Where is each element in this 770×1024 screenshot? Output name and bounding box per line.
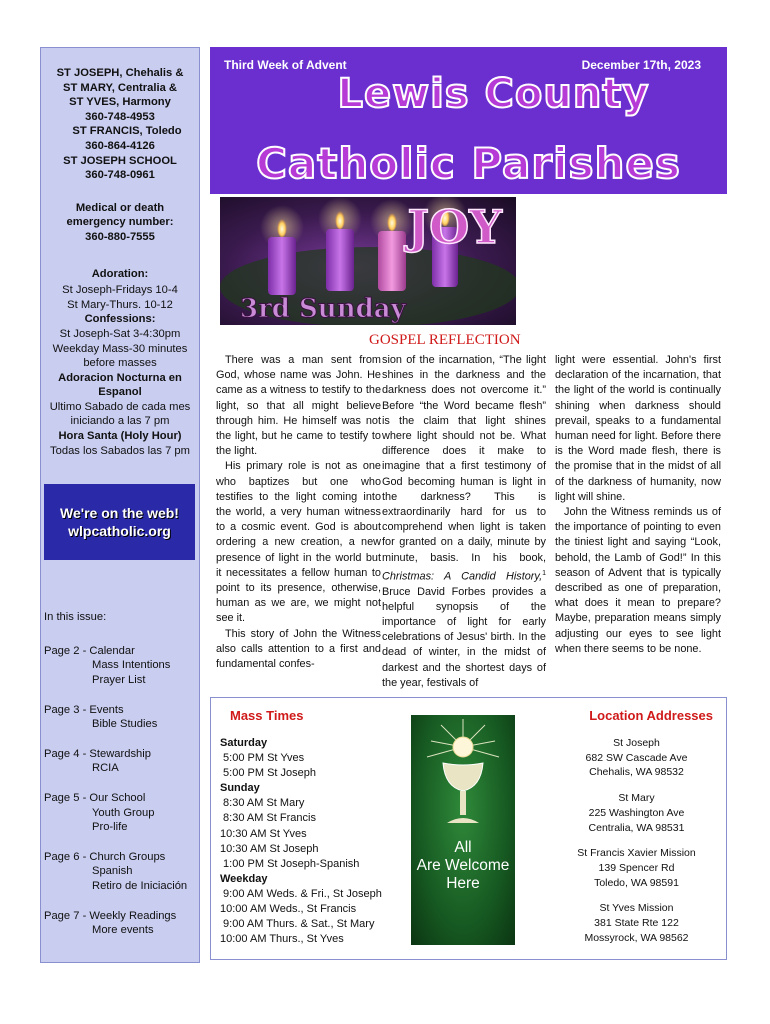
adoration-line: St Joseph-Sat 3-4:30pm xyxy=(59,327,181,340)
adoration-line: Weekday Mass-30 minutes xyxy=(52,342,188,355)
issue-heading: In this issue: xyxy=(44,611,107,624)
gospel-paragraph: His primary role is not as one who baptizes but one who testifies to the light coming into the world, a very human witness to a cosmic event. God is about ordering a new creation, a new presence of light in the world but it necessitates a fellow human to point to its presence, otherwise, human as we are, we might not see it. xyxy=(216,460,381,625)
mass-times-heading: Mass Times xyxy=(230,708,304,723)
location-entry xyxy=(559,736,714,780)
confessions-title: Confessions: xyxy=(84,313,156,326)
toc-page: Page 7 - Weekly Readings xyxy=(44,909,177,922)
gospel-paragraph: There was a man sent from God, whose name was John. He came as a witness to testify to the light, so that all might believe through him. He himself was not the light, but he came to testify to the light. xyxy=(216,354,381,458)
gospel-paragraph: light were essential. John's first declaration of the incarnation, that the light of the world is continually shining when darkness should prevail, speaks to a fundamental human need for light. Before there is the Word made flesh, there is the promise that in the midst of all of the darkness of humanity, now light will shine. xyxy=(555,354,721,503)
gospel-text: sion of the incarnation, “The light shines in the darkness and the darkness does not overcome it.” Before “the Word became flesh” is the claim that light shines where light should not be. What difference does it make to imagine that a first testimony of God becoming human is light in the darkness? This is extraordinarily hard for us to comprehend when light is taken for granted on a daily, minute by minute, basis. In his book, xyxy=(382,354,546,564)
emergency-phone: 360-880-7555 xyxy=(85,230,155,243)
advent-candles-image xyxy=(220,197,516,325)
toc-subitem: Youth Group xyxy=(92,806,155,819)
toc-page: Page 6 - Church Groups xyxy=(44,850,166,863)
book-title: Christmas: A Candid History, xyxy=(382,570,543,583)
welcome-text xyxy=(411,839,515,893)
location-name: St Joseph xyxy=(613,737,660,749)
welcome-line: All xyxy=(454,839,472,856)
nocturna-title: Adoracion Nocturna en xyxy=(58,371,182,384)
website-link[interactable]: wlpcatholic.org xyxy=(68,523,171,540)
toc-subitem: Bible Studies xyxy=(92,718,158,731)
location-city: Toledo, WA 98591 xyxy=(594,876,679,889)
adoration-line: St Joseph-Fridays 10-4 xyxy=(62,284,178,297)
mass-day-heading: Saturday xyxy=(220,737,268,749)
location-entry xyxy=(559,901,714,945)
mass-item: 1:00 PM St Joseph-Spanish xyxy=(220,857,360,870)
adoration-line: St Mary-Thurs. 10-12 xyxy=(67,298,173,311)
toc-subitem: Prayer List xyxy=(92,674,146,687)
parish-line: ST MARY, Centralia & xyxy=(63,81,177,94)
toc-subitem: Retiro de Iniciación xyxy=(92,879,188,892)
toc-entry xyxy=(44,909,199,938)
mass-item: 8:30 AM St Francis xyxy=(220,812,316,825)
parish-contacts xyxy=(41,48,199,183)
emergency-line: emergency number: xyxy=(66,216,174,229)
location-street: 381 State Rte 122 xyxy=(594,917,679,930)
location-street: 682 SW Cascade Ave xyxy=(585,751,688,764)
in-this-issue xyxy=(41,610,199,938)
location-entry xyxy=(559,791,714,835)
location-addresses-heading: Location Addresses xyxy=(589,708,713,723)
masthead-title-line1: Lewis County xyxy=(337,71,650,117)
toc-entry xyxy=(44,747,199,776)
location-name: St Yves Mission xyxy=(599,902,674,915)
third-sunday-caption: 3rd Sunday xyxy=(240,294,406,324)
toc-subitem: More events xyxy=(92,924,154,937)
website-banner[interactable] xyxy=(44,484,195,560)
mass-and-locations-box xyxy=(210,697,727,960)
adoration-line: Todas los Sabados las 7 pm xyxy=(50,444,190,457)
gospel-text: Bruce David Forbes provides a helpful synopsis of the importance of light for early celebrations of Jesus' birth. In the dead of winter, in the midst of darkest and the shortest days of the year, festivals of xyxy=(382,585,546,689)
location-entry xyxy=(559,846,714,890)
gospel-column-2 xyxy=(382,353,546,691)
nocturna-title: Espanol xyxy=(98,386,142,399)
gospel-paragraph: John the Witness reminds us of the importance of pointing to even the tiniest light and saying “Look, behold, the Lamb of God!” In this season of Advent that is typically described as one of preparation, what does it mean to prepare? Maybe, preparation means simply adjusting our eyes to see light when there seems to be none. xyxy=(555,506,721,655)
adoration-schedule xyxy=(41,267,199,459)
mass-times-list xyxy=(220,736,382,947)
gospel-column-1 xyxy=(216,353,381,672)
location-street: 225 Washington Ave xyxy=(588,806,685,819)
emergency-line: Medical or death xyxy=(75,201,165,214)
location-name: St Francis Xavier Mission xyxy=(577,847,696,860)
toc-entry xyxy=(44,703,199,732)
candle-icon xyxy=(326,229,354,291)
location-street: 139 Spencer Rd xyxy=(598,861,675,874)
adoration-line: iniciando a las 7 pm xyxy=(70,415,170,428)
location-name: St Mary xyxy=(618,792,655,805)
toc-entry xyxy=(44,850,199,894)
mass-day-heading: Sunday xyxy=(220,782,260,795)
masthead-title-line2: Catholic Parishes xyxy=(256,139,681,188)
masthead-banner xyxy=(210,47,727,194)
location-city: Chehalis, WA 98532 xyxy=(589,766,684,779)
advent-candles-illustration xyxy=(220,197,516,325)
emergency-contact xyxy=(41,201,199,245)
parish-line: ST FRANCIS, Toledo xyxy=(72,125,182,138)
parish-phone: 360-864-4126 xyxy=(85,139,155,152)
toc-page: Page 4 - Stewardship xyxy=(44,747,151,760)
candle-icon xyxy=(268,237,296,295)
adoration-line: Ultimo Sabado de cada mes xyxy=(49,400,191,413)
holy-hour-title: Hora Santa (Holy Hour) xyxy=(58,430,182,443)
mass-day-heading: Weekday xyxy=(220,872,268,885)
mass-item: 5:00 PM St Joseph xyxy=(220,767,316,780)
mass-item: 10:00 AM Thurs., St Yves xyxy=(220,933,344,946)
parish-line: ST JOSEPH, Chehalis & xyxy=(56,67,184,79)
gospel-reflection-heading: GOSPEL REFLECTION xyxy=(369,332,521,348)
mass-item: 5:00 PM St Yves xyxy=(220,752,305,765)
mass-item: 9:00 AM Weds. & Fri., St Joseph xyxy=(220,887,382,900)
adoration-title: Adoration: xyxy=(91,267,149,280)
adoration-line: before masses xyxy=(83,357,157,370)
chalice-icon xyxy=(411,715,515,845)
sidebar xyxy=(40,47,200,963)
advent-week-label: Third Week of Advent xyxy=(224,58,347,72)
toc-subitem: Spanish xyxy=(92,865,133,878)
location-city: Centralia, WA 98531 xyxy=(588,821,685,834)
mass-item: 10:30 AM St Joseph xyxy=(220,842,319,855)
parish-line: ST JOSEPH SCHOOL xyxy=(63,154,177,167)
toc-subitem: RCIA xyxy=(92,762,119,775)
parish-line: ST YVES, Harmony xyxy=(69,96,171,109)
location-addresses-list xyxy=(559,736,714,956)
website-banner-heading: We're on the web! xyxy=(60,505,179,522)
toc-page: Page 5 - Our School xyxy=(44,792,146,804)
mass-item: 10:00 AM Weds., St Francis xyxy=(220,903,357,916)
toc-page: Page 3 - Events xyxy=(44,703,124,716)
toc-entry xyxy=(44,791,199,835)
welcome-line: Here xyxy=(446,875,480,892)
welcome-line: Are Welcome xyxy=(416,857,510,874)
all-welcome-card xyxy=(411,715,515,945)
mass-item: 10:30 AM St Yves xyxy=(220,827,307,840)
location-city: Mossyrock, WA 98562 xyxy=(584,931,689,944)
toc-entry xyxy=(44,644,199,688)
gospel-paragraph: This story of John the Witness also calls attention to a first and fundamental confes- xyxy=(216,627,381,671)
toc-page: Page 2 - Calendar xyxy=(44,644,135,657)
mass-item: 9:00 AM Thurs. & Sat., St Mary xyxy=(220,918,375,931)
joy-word: JOY xyxy=(407,200,502,254)
toc-subitem: Pro-life xyxy=(92,821,128,834)
candle-icon xyxy=(378,231,406,291)
mass-item: 8:30 AM St Mary xyxy=(220,797,305,810)
toc-subitem: Mass Intentions xyxy=(92,659,171,672)
parish-phone: 360-748-4953 xyxy=(85,110,155,123)
gospel-column-3 xyxy=(555,353,721,657)
issue-date: December 17th, 2023 xyxy=(581,58,701,72)
footnote-marker: 1 xyxy=(542,569,546,577)
parish-phone: 360-748-0961 xyxy=(85,169,155,182)
